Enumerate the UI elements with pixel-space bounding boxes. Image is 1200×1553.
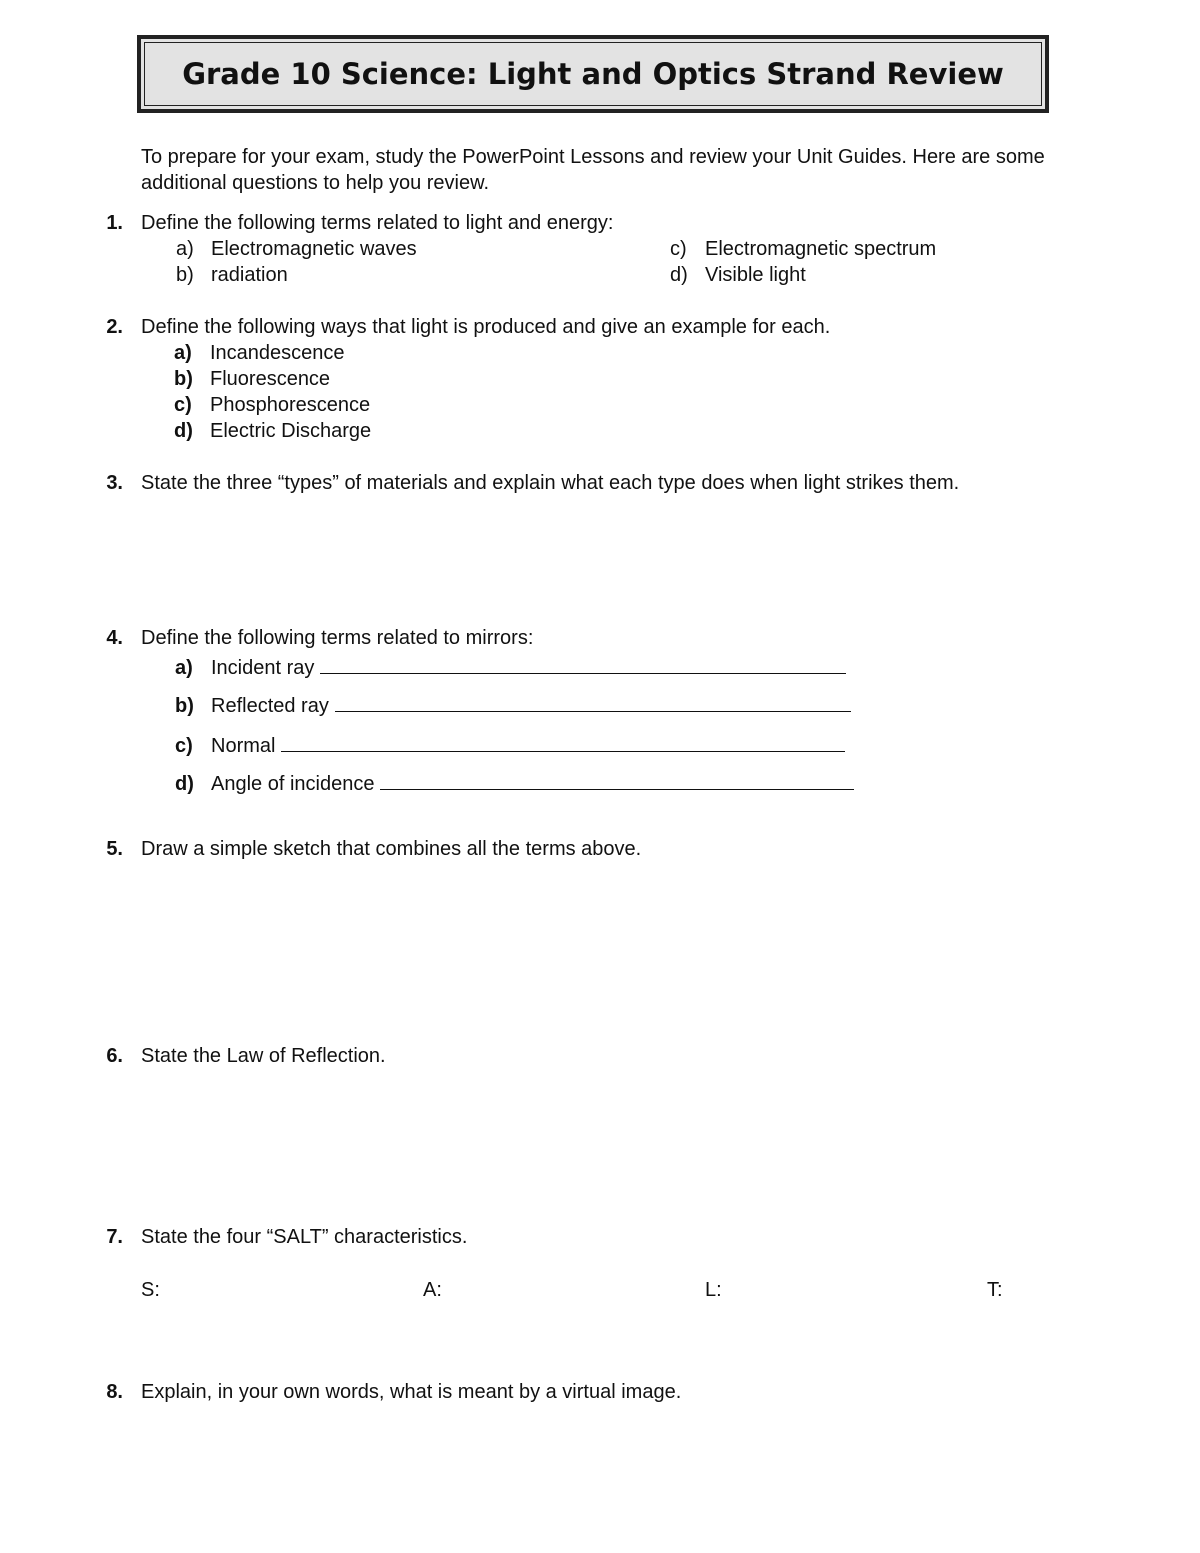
- q4-item-a-text: Incident ray: [211, 657, 315, 679]
- q1-item-c-letter: c): [670, 238, 687, 260]
- q6-number: 6.: [106, 1045, 123, 1067]
- intro-text: To prepare for your exam, study the PowerPoint Lessons and review your Unit Guides. Here are some additional questions to help you review.: [141, 146, 1045, 194]
- q5-number: 5.: [106, 838, 123, 860]
- q4-item-a-letter: a): [175, 657, 193, 679]
- q1-number: 1.: [106, 212, 123, 234]
- q2-item-a-text: Incandescence: [210, 342, 345, 364]
- q7-number: 7.: [106, 1226, 123, 1248]
- q4-item-c-text: Normal: [211, 735, 276, 757]
- q3-text: State the three “types” of materials and explain what each type does when light strikes them.: [141, 472, 960, 494]
- q2-item-d-letter: d): [174, 420, 193, 442]
- q4-item-a-answer-line[interactable]: [320, 655, 846, 674]
- q2-number: 2.: [106, 316, 123, 338]
- salt-label-a: A:: [423, 1279, 442, 1301]
- q4-item-b: [211, 693, 851, 719]
- q4-item-b-text: Reflected ray: [211, 695, 329, 717]
- q4-item-d-text: Angle of incidence: [211, 773, 375, 795]
- q7-text: State the four “SALT” characteristics.: [141, 1226, 468, 1248]
- q1-item-b-letter: b): [176, 264, 194, 286]
- q2-item-a-letter: a): [174, 342, 192, 364]
- q8-number: 8.: [106, 1381, 123, 1403]
- q4-item-d: [211, 771, 854, 797]
- q4-item-c: [211, 733, 845, 759]
- title-box: [137, 35, 1049, 113]
- q8-text: Explain, in your own words, what is meant by a virtual image.: [141, 1381, 682, 1403]
- q6-text: State the Law of Reflection.: [141, 1045, 386, 1067]
- q3-number: 3.: [106, 472, 123, 494]
- salt-label-t: T:: [987, 1279, 1003, 1301]
- q4-item-c-answer-line[interactable]: [281, 733, 845, 752]
- q4-item-a: [211, 655, 846, 681]
- salt-label-s: S:: [141, 1279, 160, 1301]
- q2-item-b-text: Fluorescence: [210, 368, 331, 390]
- q2-item-c-text: Phosphorescence: [210, 394, 371, 416]
- q4-item-d-answer-line[interactable]: [380, 771, 854, 790]
- q4-item-c-letter: c): [175, 735, 193, 757]
- q2-text: Define the following ways that light is produced and give an example for each.: [141, 316, 831, 338]
- salt-label-l: L:: [705, 1279, 722, 1301]
- q2-item-c-letter: c): [174, 394, 192, 416]
- q1-item-d-text: Visible light: [705, 264, 806, 286]
- q4-item-b-letter: b): [175, 695, 194, 717]
- q4-item-b-answer-line[interactable]: [335, 693, 851, 712]
- q4-item-d-letter: d): [175, 773, 194, 795]
- q1-item-a-letter: a): [176, 238, 194, 260]
- q2-item-d-text: Electric Discharge: [210, 420, 372, 442]
- q1-item-b-text: radiation: [211, 264, 288, 286]
- q4-text: Define the following terms related to mirrors:: [141, 627, 534, 649]
- q1-item-a-text: Electromagnetic waves: [211, 238, 417, 260]
- q1-item-c-text: Electromagnetic spectrum: [705, 238, 937, 260]
- q5-text: Draw a simple sketch that combines all the terms above.: [141, 838, 642, 860]
- page-title: Grade 10 Science: Light and Optics Strand Review: [182, 57, 1004, 91]
- q1-item-d-letter: d): [670, 264, 688, 286]
- q1-text: Define the following terms related to light and energy:: [141, 212, 614, 234]
- q4-number: 4.: [106, 627, 123, 649]
- q2-item-b-letter: b): [174, 368, 193, 390]
